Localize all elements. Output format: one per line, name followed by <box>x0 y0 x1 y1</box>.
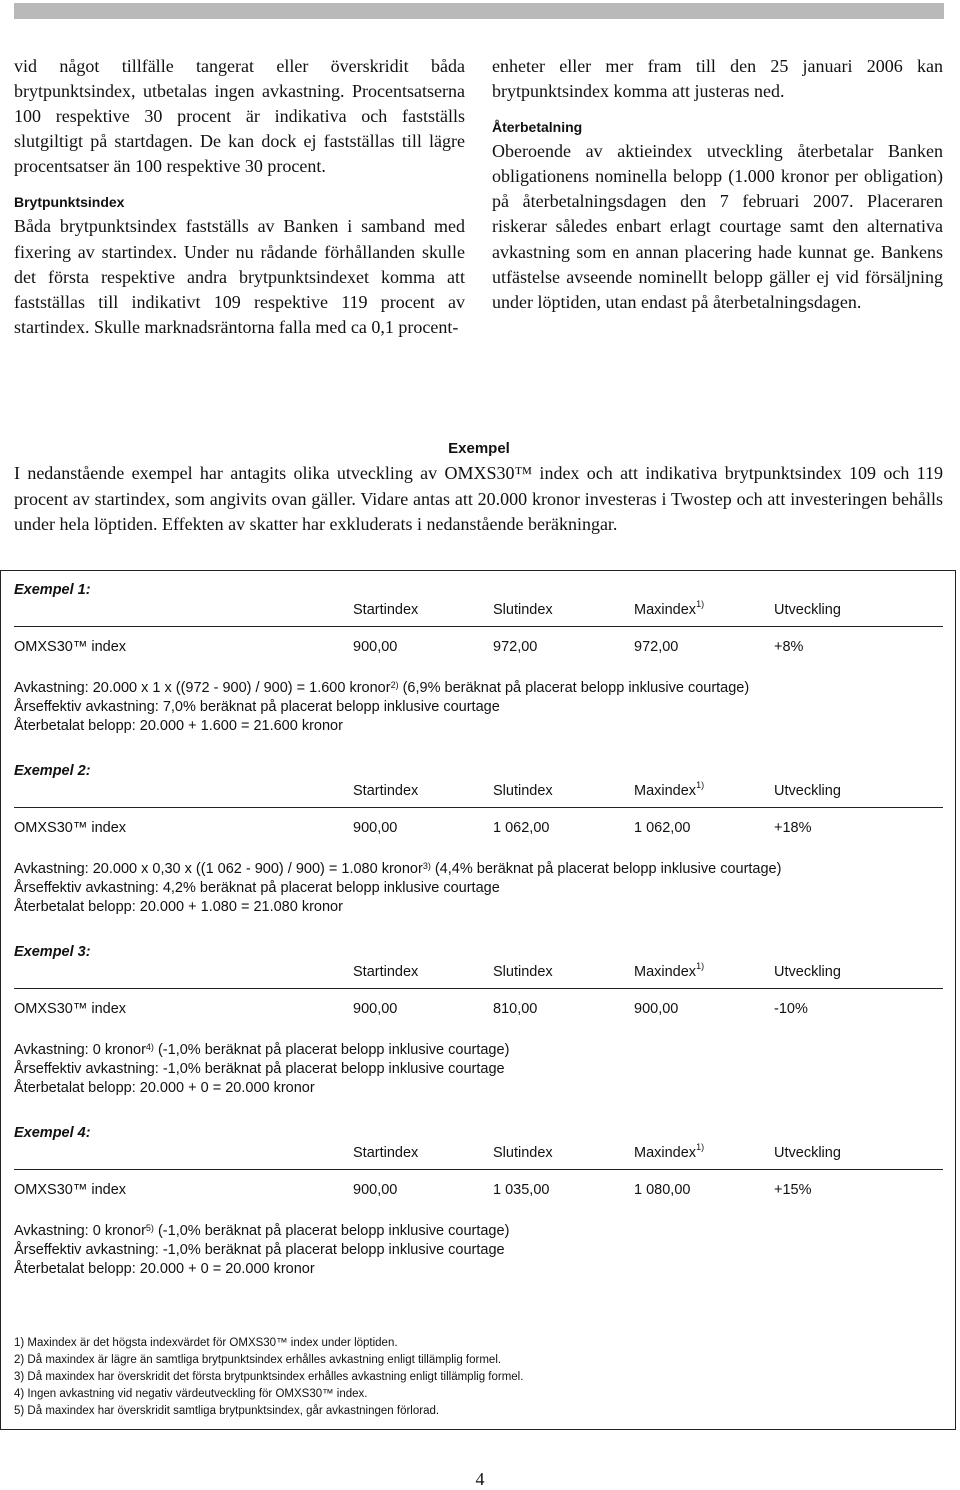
footnotes <box>14 1335 523 1420</box>
avkastning-text: Avkastning: 20.000 x 1 x ((972 - 900) / 900) = 1.600 kronor <box>14 680 391 696</box>
col-maxindex-note: 1) <box>696 599 705 609</box>
brytpunktsindex-heading: Brytpunktsindex <box>14 194 125 211</box>
utveckling-value: +8% <box>774 639 804 655</box>
col-slutindex: Slutindex <box>493 1145 553 1161</box>
calculation <box>14 1041 509 1098</box>
aterbetalning-heading: Återbetalning <box>492 119 583 136</box>
start-value: 900,00 <box>353 639 398 655</box>
aterbetalat-line: Återbetalat belopp: 20.000 + 0 = 20.000 kronor <box>14 1080 315 1096</box>
max-value: 1 080,00 <box>634 1182 691 1198</box>
page-number: 4 <box>475 1469 485 1489</box>
col-slutindex: Slutindex <box>493 602 553 618</box>
col-maxindex-note: 1) <box>696 1142 705 1152</box>
col-maxindex-label: Maxindex <box>634 783 697 799</box>
col-maxindex-label: Maxindex <box>634 1145 697 1161</box>
arseffektiv-line: Årseffektiv avkastning: -1,0% beräknat på placerat belopp inklusive courtage <box>14 1242 505 1258</box>
col-startindex: Startindex <box>353 1145 419 1161</box>
utveckling-value: +18% <box>774 820 812 836</box>
divider <box>14 988 943 989</box>
divider <box>14 807 943 808</box>
col-maxindex <box>634 599 705 618</box>
example-title: Exempel 3: <box>14 944 91 960</box>
avkastning-note: 5) <box>145 1223 154 1233</box>
left-column <box>14 54 465 340</box>
col-maxindex-label: Maxindex <box>634 964 697 980</box>
examples-box <box>0 570 956 1430</box>
right-paragraph-2: Oberoende av aktieindex utveckling återbetalar Banken obligationens nominella belopp (1.000 kronor per obligation) på återbetalningsdagen den 7 februari 2007. Placeraren riskerar således enbart erlagt courtage samt den alternativa avkastning som en annan placering hade kunnat ge. Bankens utfästelse avseende nominellt belopp gäller ej vid försäljning under löptiden, utan endast på återbetalningsdagen. <box>492 141 943 312</box>
avkastning-pct: (-1,0% beräknat på placerat belopp inklusive courtage) <box>153 1042 510 1058</box>
col-utveckling: Utveckling <box>774 1145 841 1161</box>
col-utveckling: Utveckling <box>774 602 841 618</box>
index-label: OMXS30™ index <box>14 639 127 655</box>
avkastning-note: 2) <box>390 680 399 690</box>
avkastning-text: Avkastning: 20.000 x 0,30 x ((1 062 - 900) / 900) = 1.080 kronor <box>14 861 423 877</box>
start-value: 900,00 <box>353 1182 398 1198</box>
col-maxindex-note: 1) <box>696 961 705 971</box>
avkastning-pct: (4,4% beräknat på placerat belopp inklusive courtage) <box>430 861 782 877</box>
col-startindex: Startindex <box>353 783 419 799</box>
avkastning-text: Avkastning: 0 kronor <box>14 1042 146 1058</box>
aterbetalat-line: Återbetalat belopp: 20.000 + 1.600 = 21.600 kronor <box>14 718 343 734</box>
example-title: Exempel 4: <box>14 1125 91 1141</box>
avkastning-line <box>14 1041 509 1060</box>
header-bar <box>14 3 944 19</box>
example-title: Exempel 1: <box>14 582 91 598</box>
col-maxindex <box>634 961 705 980</box>
avkastning-text: Avkastning: 0 kronor <box>14 1223 146 1239</box>
example-intro <box>14 461 943 538</box>
col-startindex: Startindex <box>353 602 419 618</box>
arseffektiv-line: Årseffektiv avkastning: -1,0% beräknat på placerat belopp inklusive courtage <box>14 1061 505 1077</box>
max-value: 972,00 <box>634 639 679 655</box>
max-value: 900,00 <box>634 1001 679 1017</box>
calculation <box>14 1222 509 1279</box>
col-maxindex <box>634 1142 705 1161</box>
calculation <box>14 860 781 917</box>
col-maxindex-note: 1) <box>696 780 705 790</box>
utveckling-value: +15% <box>774 1182 812 1198</box>
col-utveckling: Utveckling <box>774 783 841 799</box>
col-maxindex-label: Maxindex <box>634 602 697 618</box>
slut-value: 1 062,00 <box>493 820 550 836</box>
col-utveckling: Utveckling <box>774 964 841 980</box>
footnote-4: 4) Ingen avkastning vid negativ värdeutveckling för OMXS30™ index. <box>14 1388 368 1400</box>
avkastning-pct: (6,9% beräknat på placerat belopp inklusive courtage) <box>398 680 750 696</box>
col-startindex: Startindex <box>353 964 419 980</box>
start-value: 900,00 <box>353 820 398 836</box>
index-label: OMXS30™ index <box>14 1182 127 1198</box>
arseffektiv-line: Årseffektiv avkastning: 4,2% beräknat på placerat belopp inklusive courtage <box>14 880 500 896</box>
index-label: OMXS30™ index <box>14 1001 127 1017</box>
left-paragraph-2: Båda brytpunktsindex fastställs av Banken i samband med fixering av startindex. Under nu rådande förhållanden skulle det första respektive andra brytpunktsindexet komma att fastställas till indikativt 109 respektive 119 procent av startindex. Skulle marknadsräntorna falla med ca 0,1 procent- <box>14 216 465 337</box>
start-value: 900,00 <box>353 1001 398 1017</box>
aterbetalat-line: Återbetalat belopp: 20.000 + 0 = 20.000 kronor <box>14 1261 315 1277</box>
slut-value: 972,00 <box>493 639 538 655</box>
avkastning-pct: (-1,0% beräknat på placerat belopp inklusive courtage) <box>153 1223 510 1239</box>
col-slutindex: Slutindex <box>493 783 553 799</box>
aterbetalat-line: Återbetalat belopp: 20.000 + 1.080 = 21.080 kronor <box>14 899 343 915</box>
slut-value: 1 035,00 <box>493 1182 550 1198</box>
example-heading: Exempel <box>448 440 510 457</box>
col-slutindex: Slutindex <box>493 964 553 980</box>
utveckling-value: -10% <box>774 1001 808 1017</box>
right-column <box>492 54 943 315</box>
footnote-5: 5) Då maxindex har överskridit samtliga brytpunktsindex, går avkastningen förlorad. <box>14 1405 440 1417</box>
example-intro-text: I nedanstående exempel har antagits olika utveckling av OMXS30™ index och att indikativa brytpunktsindex 109 och 119 procent av startindex, som angivits ovan gäller. Vidare antas att 20.000 kronor investeras i Twostep och att investeringen behålls under hela löptiden. Effekten av skatter har exkluderats i nedanstående beräkningar. <box>14 463 943 534</box>
avkastning-note: 3) <box>422 861 431 871</box>
divider <box>14 1169 943 1170</box>
slut-value: 810,00 <box>493 1001 538 1017</box>
avkastning-line <box>14 679 749 698</box>
footnote-1: 1) Maxindex är det högsta indexvärdet för OMXS30™ index under löptiden. <box>14 1337 398 1349</box>
avkastning-note: 4) <box>145 1042 154 1052</box>
left-paragraph-1: vid något tillfälle tangerat eller överskridit båda brytpunktsindex, utbetalas ingen avkastning. Procentsatserna 100 respektive 30 procent är indikativa och fastställs slutgiltigt på startdagen. De kan dock ej fastställas till lägre procentsatser än 100 respektive 30 procent. <box>14 56 465 177</box>
avkastning-line <box>14 1222 509 1241</box>
arseffektiv-line: Årseffektiv avkastning: 7,0% beräknat på placerat belopp inklusive courtage <box>14 699 500 715</box>
index-label: OMXS30™ index <box>14 820 127 836</box>
avkastning-line <box>14 860 781 879</box>
col-maxindex <box>634 780 705 799</box>
footnote-3: 3) Då maxindex har överskridit det första brytpunktsindex erhålles avkastning enligt tillämplig formel. <box>14 1371 524 1383</box>
max-value: 1 062,00 <box>634 820 691 836</box>
divider <box>14 626 943 627</box>
right-paragraph-1: enheter eller mer fram till den 25 januari 2006 kan brytpunktsindex komma att justeras ned. <box>492 56 943 102</box>
example-title: Exempel 2: <box>14 763 91 779</box>
calculation <box>14 679 749 736</box>
footnote-2: 2) Då maxindex är lägre än samtliga brytpunktsindex erhålles avkastning enligt tillämplig formel. <box>14 1354 502 1366</box>
